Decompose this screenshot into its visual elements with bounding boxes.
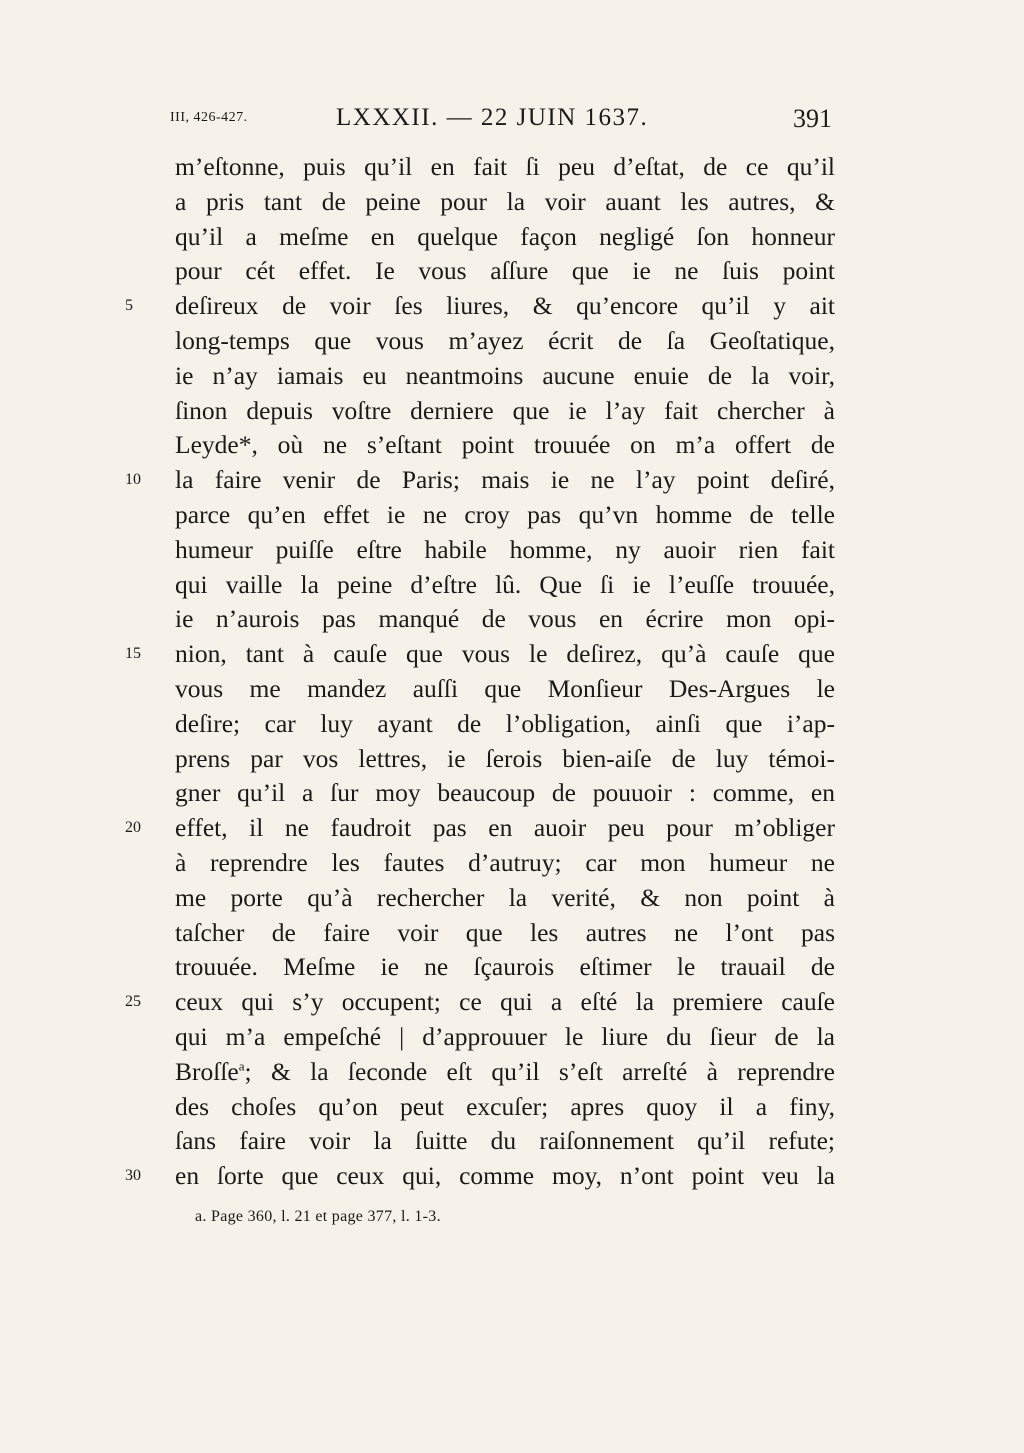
text-line bbox=[125, 637, 835, 672]
text-line bbox=[175, 1124, 835, 1159]
line-text: qu’il a meſme en quelque façon negligé ſon honneur bbox=[175, 221, 835, 251]
line-text: ſans faire voir la ſuitte du raiſonnement qu’il refute; bbox=[175, 1126, 835, 1156]
text-line bbox=[175, 394, 835, 429]
line-text: ie n’ay iamais eu neantmoins aucune enuie de la voir, bbox=[175, 360, 835, 390]
text-line bbox=[175, 150, 835, 185]
line-text-part: Broſſe bbox=[175, 1056, 239, 1086]
text-line bbox=[175, 916, 835, 951]
line-text bbox=[175, 1055, 835, 1090]
line-text: deſire; car luy ayant de l’obligation, ainſi que i’ap- bbox=[175, 708, 835, 738]
line-text: Leyde*, où ne s’eſtant point trouuée on m’a offert de bbox=[175, 430, 835, 460]
body-text bbox=[125, 150, 835, 1194]
text-line bbox=[175, 742, 835, 777]
line-text: qui m’a empeſché | d’approuuer le liure du ſieur de la bbox=[175, 1021, 835, 1051]
line-number: 5 bbox=[125, 297, 133, 315]
text-line bbox=[175, 1055, 835, 1090]
text-line bbox=[125, 289, 835, 324]
line-text: prens par vos lettres, ie ſerois bien-aiſe de luy témoi- bbox=[175, 743, 835, 773]
page-number: 391 bbox=[793, 104, 832, 133]
line-text: ceux qui s’y occupent; ce qui a eſté la premiere cauſe bbox=[175, 987, 835, 1017]
line-text: nion, tant à cauſe que vous le deſirez, qu’à cauſe que bbox=[175, 639, 835, 669]
line-text: parce qu’en effet ie ne croy pas qu’vn homme de telle bbox=[175, 499, 835, 529]
text-line bbox=[175, 602, 835, 637]
line-text: trouuée. Meſme ie ne ſçaurois eſtimer le trauail de bbox=[175, 952, 835, 982]
text-line bbox=[125, 985, 835, 1020]
text-line bbox=[175, 672, 835, 707]
line-text: m’eſtonne, puis qu’il en fait ſi peu d’eſtat, de ce qu’il bbox=[175, 152, 835, 181]
text-line bbox=[125, 811, 835, 846]
letter-title: LXXXII. — 22 JUIN 1637. bbox=[336, 104, 649, 131]
line-text: pour cét effet. Ie vous aſſure que ie ne ſuis point bbox=[175, 256, 835, 286]
text-line bbox=[175, 498, 835, 533]
line-text: des choſes qu’on peut excuſer; apres quoy il a finy, bbox=[175, 1091, 835, 1121]
running-header bbox=[170, 104, 832, 144]
line-text: long-temps que vous m’ayez écrit de ſa Geoſtatique, bbox=[175, 325, 835, 355]
line-text: la faire venir de Paris; mais ie ne l’ay point deſiré, bbox=[175, 465, 835, 495]
line-number: 20 bbox=[125, 819, 141, 837]
line-number: 15 bbox=[125, 645, 141, 663]
text-line bbox=[125, 463, 835, 498]
text-line bbox=[175, 1090, 835, 1125]
text-line bbox=[125, 1159, 835, 1194]
text-line bbox=[175, 707, 835, 742]
line-text: humeur puiſſe eſtre habile homme, ny auoir rien fait bbox=[175, 534, 835, 564]
line-text: a pris tant de peine pour la voir auant les autres, & bbox=[175, 186, 835, 216]
text-line bbox=[175, 846, 835, 881]
line-text-part: ; & la ſeconde eſt qu’il s’eſt arreſté à reprendre bbox=[244, 1056, 835, 1086]
line-text: ie n’aurois pas manqué de vous en écrire mon opi- bbox=[175, 604, 835, 634]
text-line bbox=[175, 776, 835, 811]
line-text: me porte qu’à rechercher la verité, & non point à bbox=[175, 882, 835, 912]
text-line bbox=[175, 533, 835, 568]
line-number: 25 bbox=[125, 993, 141, 1011]
text-line bbox=[175, 324, 835, 359]
line-text: taſcher de faire voir que les autres ne l’ont pas bbox=[175, 917, 835, 947]
line-text: ſinon depuis voſtre derniere que ie l’ay fait chercher à bbox=[175, 395, 835, 425]
text-line bbox=[175, 254, 835, 289]
line-text: deſireux de voir ſes liures, & qu’encore qu’il y ait bbox=[175, 291, 835, 321]
footnote: a. Page 360, l. 21 et page 377, l. 1-3. bbox=[195, 1208, 441, 1225]
text-line bbox=[175, 881, 835, 916]
line-text: effet, il ne faudroit pas en auoir peu pour m’obliger bbox=[175, 813, 835, 843]
line-text: gner qu’il a ſur moy beaucoup de pouuoir : comme, en bbox=[175, 778, 835, 808]
line-text: en ſorte que ceux qui, comme moy, n’ont point veu la bbox=[175, 1161, 835, 1191]
line-text: qui vaille la peine d’eſtre lû. Que ſi ie l’euſſe trouuée, bbox=[175, 569, 835, 599]
line-text: vous me mandez auſſi que Monſieur Des-Argues le bbox=[175, 673, 835, 703]
text-line bbox=[175, 1020, 835, 1055]
footnote-marker: a bbox=[238, 1058, 245, 1074]
text-line bbox=[175, 568, 835, 603]
text-line bbox=[175, 220, 835, 255]
volume-reference: III, 426-427. bbox=[170, 110, 248, 125]
text-line bbox=[175, 359, 835, 394]
line-number: 30 bbox=[125, 1167, 141, 1185]
text-line bbox=[175, 428, 835, 463]
line-number: 10 bbox=[125, 471, 141, 489]
line-text: à reprendre les fautes d’autruy; car mon humeur ne bbox=[175, 847, 835, 877]
text-line bbox=[175, 950, 835, 985]
text-line bbox=[175, 185, 835, 220]
